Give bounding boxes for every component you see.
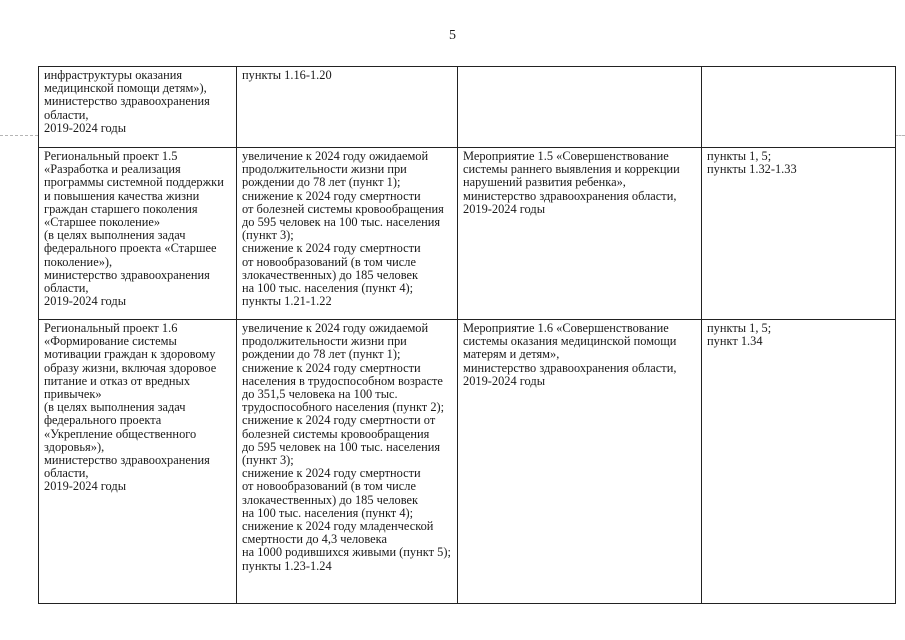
measure-text: Мероприятие 1.5 «Совершенствование системы раннего выявления и коррекции нарушений развития ребенка», министерство здравоохранения области, 2019-2024 годы <box>463 149 680 216</box>
indicators-cell <box>237 320 458 604</box>
indicators-text: пункты 1.16-1.20 <box>242 68 332 82</box>
project-cell <box>39 320 237 604</box>
table-row <box>39 148 896 320</box>
points-cell <box>702 320 896 604</box>
indicators-text: увеличение к 2024 году ожидаемой продолжительности жизни при рождении до 78 лет (пункт 1); снижение к 2024 году смертности населения в трудоспособном возрасте до 351,5 человека на 100 тыс. трудоспособного населения (пункт 2); снижение к 2024 году смертности от болезней системы кровообращения до 595 человек на 100 тыс. населения (пункт 3); снижение к 2024 году смертности от новообразований (в том числе злокачественных) до 185 человек на 100 тыс. населения (пункт 4); снижение к 2024 году младенческой смертности до 4,3 человека на 1000 родившихся живыми (пункт 5); пункты 1.23-1.24 <box>242 321 451 573</box>
points-text: пункты 1, 5; пункты 1.32-1.33 <box>707 149 797 177</box>
indicators-cell <box>237 148 458 320</box>
program-table <box>38 66 896 604</box>
points-text: пункты 1, 5; пункт 1.34 <box>707 321 772 349</box>
measure-cell <box>458 67 702 148</box>
points-cell <box>702 148 896 320</box>
indicators-cell <box>237 67 458 148</box>
measure-text: Мероприятие 1.6 «Совершенствование системы оказания медицинской помощи матерям и детям», министерство здравоохранения области, 2019-2024 годы <box>463 321 677 388</box>
measure-cell <box>458 148 702 320</box>
page-number: 5 <box>449 28 456 43</box>
project-cell <box>39 148 237 320</box>
project-text: инфраструктуры оказания медицинской помощи детям»), министерство здравоохранения области, 2019-2024 годы <box>44 68 210 135</box>
project-text: Региональный проект 1.5 «Разработка и реализация программы системной поддержки и повышения качества жизни граждан старшего поколения «Старшее поколение» (в целях выполнения задач федерального проекта «Старшее поколение»), министерство здравоохранения области, 2019-2024 годы <box>44 149 224 309</box>
project-cell <box>39 67 237 148</box>
measure-cell <box>458 320 702 604</box>
table-row <box>39 67 896 148</box>
points-cell <box>702 67 896 148</box>
project-text: Региональный проект 1.6 «Формирование системы мотивации граждан к здоровому образу жизни, включая здоровое питание и отказ от вредных привычек» (в целях выполнения задач федерального проекта «Укрепление общественного здоровья»), министерство здравоохранения области, 2019-2024 годы <box>44 321 217 494</box>
scan-artifact-line-left <box>0 135 38 136</box>
scan-artifact-line-right <box>895 135 905 136</box>
indicators-text: увеличение к 2024 году ожидаемой продолжительности жизни при рождении до 78 лет (пункт 1); снижение к 2024 году смертности от болезней системы кровообращения до 595 человек на 100 тыс. населения (пункт 3); снижение к 2024 году смертности от новообразований (в том числе злокачественных) до 185 человек на 100 тыс. населения (пункт 4); пункты 1.21-1.22 <box>242 149 444 309</box>
table-row <box>39 320 896 604</box>
